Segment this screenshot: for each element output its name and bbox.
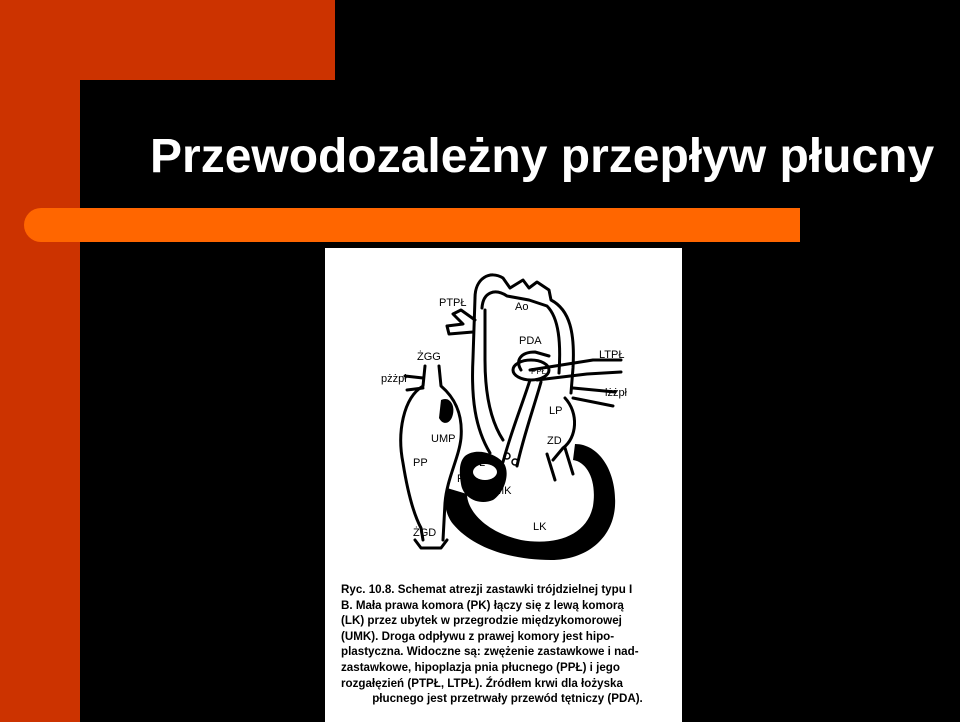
label-lp: LP xyxy=(549,405,563,417)
slide-title: Przewodozależny przepływ płucny xyxy=(150,130,935,183)
label-lzzpl: lżżpł xyxy=(605,387,628,399)
label-zd: ZD xyxy=(547,435,562,447)
caption-line: (LK) przez ubytek w przegrodzie międzykomorowej xyxy=(341,614,622,628)
label-ao: Ao xyxy=(515,301,529,313)
label-zpl: ZPŁ xyxy=(465,457,486,469)
caption-line: Ryc. 10.8. Schemat atrezji zastawki trójdzielnej typu I xyxy=(341,583,633,596)
label-ltpl: LTPŁ xyxy=(599,349,625,361)
label-pzzpl: pżżpł xyxy=(381,373,407,385)
caption-line: plastyczna. Widoczne są: zwężenie zastawkowe i nad- xyxy=(341,645,639,659)
ascending-aorta-inner xyxy=(485,310,503,440)
title-underline-bar xyxy=(24,208,800,242)
caption-line: rozgałęzień (PTPŁ, LTPŁ). Źródłem krwi dla łożyska xyxy=(341,676,623,690)
label-pk: PK xyxy=(457,473,472,485)
superior-vena-cava xyxy=(401,366,425,540)
right-pulmonary-artery xyxy=(447,310,475,334)
caption-line: płucnego jest przetrwały przewód tętniczy (PDA). xyxy=(372,692,643,706)
label-umk: UMK xyxy=(487,485,512,497)
label-lk: LK xyxy=(533,521,547,533)
caption-line: (UMK). Droga odpływu z prawej komory jest hipo- xyxy=(341,629,615,643)
figure-caption xyxy=(341,582,674,707)
caption-line: zastawkowe, hipoplazja pnia płucnego (PPŁ) i jego xyxy=(341,660,620,674)
accent-side-block xyxy=(0,0,80,722)
label-ppl: PPŁ xyxy=(531,367,547,376)
atrial-septal-defect xyxy=(439,399,453,423)
label-pda: PDA xyxy=(519,335,542,347)
figure-card xyxy=(325,248,682,722)
label-ump: UMP xyxy=(431,433,456,445)
caption-line: B. Mała prawa komora (PK) łączy się z lewą komorą xyxy=(341,598,624,612)
label-zgd: ŻGD xyxy=(413,527,437,539)
label-ptpl: PTPŁ xyxy=(439,297,467,309)
right-pulmonary-veins xyxy=(405,376,423,390)
label-zgg: ŻGG xyxy=(417,351,441,363)
label-pp: PP xyxy=(413,457,428,469)
